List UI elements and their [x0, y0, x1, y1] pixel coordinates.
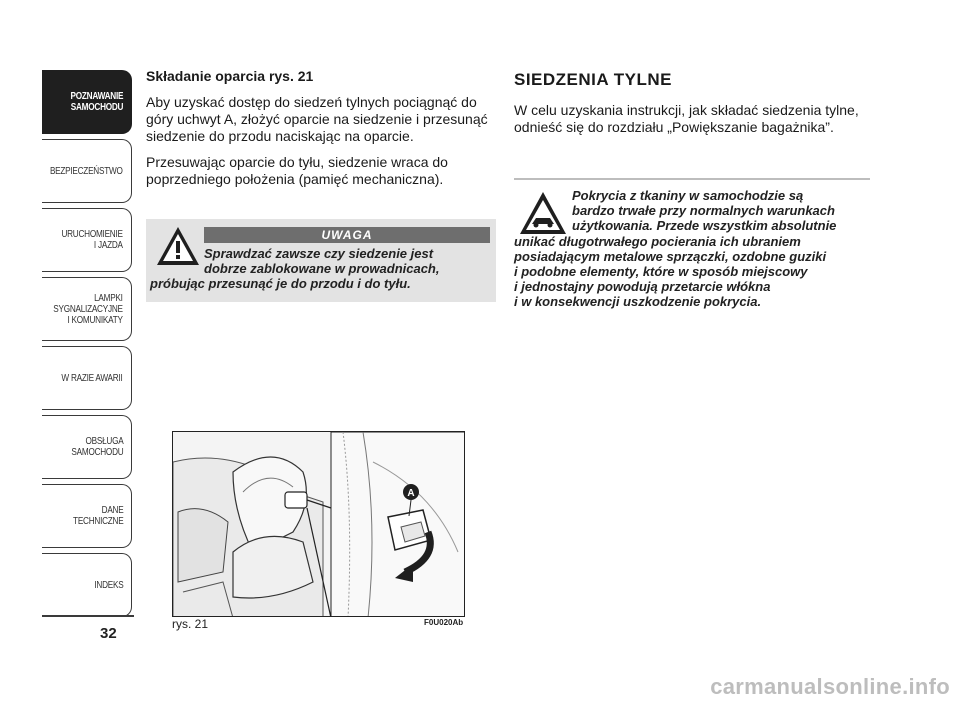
seat-drawing [173, 432, 465, 617]
figure-caption: rys. 21 [172, 617, 209, 631]
tab-label: DANE TECHNICZNE [72, 505, 123, 527]
tab-label: URUCHOMIENIE I JAZDA [61, 229, 123, 251]
paragraph: Przesuwając oparcie do tyłu, siedzenie wraca do poprzedniego położenia (pamięć mechaniczna). [146, 154, 448, 187]
note-line: posiadającym metalowe sprzączki, ozdobne guziki [514, 248, 827, 264]
tab-obsluga-samochodu[interactable] [42, 415, 132, 479]
page-number: 32 [100, 625, 117, 642]
note-line: Pokrycia z tkaniny w samochodzie są [572, 188, 804, 203]
right-column [514, 70, 870, 136]
tab-bezpieczenstwo[interactable] [42, 139, 132, 203]
section-heading: Składanie oparcia rys. 21 [146, 68, 314, 84]
tab-indeks[interactable] [42, 553, 132, 617]
tab-label: OBSŁUGA SAMOCHODU [70, 436, 123, 458]
paragraph: Aby uzyskać dostęp do siedzeń tylnych pociągnąć do góry uchwyt A, złożyć oparcie na siedzenie i przesunąć siedzenie do przodu naciskając na oparcie. [146, 94, 488, 144]
seat-illustration [172, 431, 465, 617]
paragraph: W celu uzyskania instrukcji, jak składać siedzenia tylne, odnieść się do rozdziału „Powiększanie bagażnika”. [514, 102, 859, 135]
tab-label: W RAZIE AWARII [61, 372, 123, 384]
tab-label: BEZPIECZEŃSTWO [50, 165, 123, 177]
tab-w-razie-awarii[interactable] [42, 346, 132, 410]
tab-poznawanie-samochodu[interactable] [42, 70, 132, 134]
watermark: carmanualsonline.info [710, 674, 950, 699]
note-line: i w konsekwencji uszkodzenie pokrycia. [514, 294, 762, 310]
tab-lampki-sygnalizacyjne[interactable] [42, 277, 132, 341]
fabric-care-note [514, 178, 870, 320]
sidebar-divider [42, 615, 134, 617]
note-line: i podobne elementy, które w sposób miejscowy [514, 264, 808, 280]
note-line: użytkowania. Przede wszystkim absolutnie [572, 218, 837, 234]
tab-dane-techniczne[interactable] [42, 484, 132, 548]
figure-code: F0U020Ab [424, 618, 464, 627]
warning-box [146, 219, 496, 302]
handle-marker-label: A [407, 488, 415, 499]
tab-label: POZNAWANIE SAMOCHODU [70, 91, 123, 113]
warning-title: UWAGA [204, 227, 490, 243]
tab-label: INDEKS [93, 579, 123, 591]
warning-text [150, 246, 494, 291]
tab-uruchomienie-i-jazda[interactable] [42, 208, 132, 272]
section-heading: SIEDZENIA TYLNE [514, 70, 672, 89]
warning-line: próbując przesunąć je do przodu i do tyłu. [150, 276, 411, 291]
note-line: i jednostajny powodują przetarcie włókna [514, 279, 771, 295]
warning-line: Sprawdzać zawsze czy siedzenie jest [204, 246, 434, 261]
warning-line: dobrze zablokowane w prowadnicach, [204, 261, 440, 276]
note-text [514, 188, 870, 310]
tab-label: LAMPKI SYGNALIZACYJNE I KOMUNIKATY [53, 292, 123, 326]
note-line: unikać długotrwałego pocierania ich ubraniem [514, 233, 801, 249]
left-column [146, 68, 496, 197]
note-line: bardzo trwałe przy normalnych warunkach [572, 203, 835, 219]
